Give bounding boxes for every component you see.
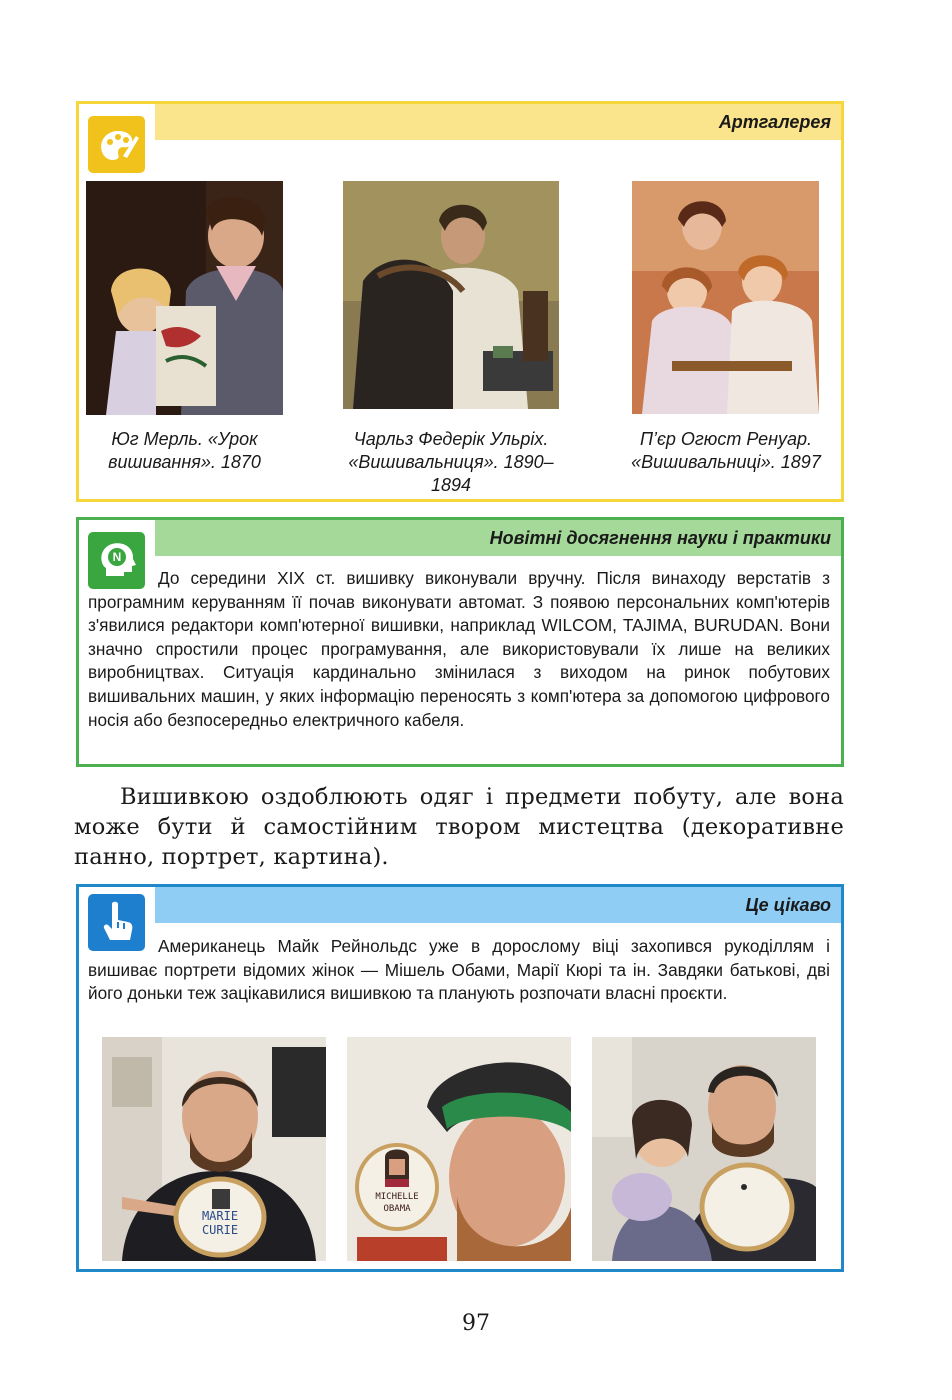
caption-renoir: П’єр Огюст Ренуар. «Вишивальниці». 1897 bbox=[631, 429, 821, 472]
page-number: 97 bbox=[462, 1311, 490, 1336]
art-gallery-header bbox=[155, 104, 841, 140]
interesting-text: Американець Майк Рейнольдс уже в дорослому віці захопився рукоділлям і вишиває портрети відомих жінок — Мішель Обами, Марії Кюрі та ін. Завдяки батькові, дві його доньки теж зацікавилися вишивкою та планують розпочати власні проєкти. bbox=[88, 936, 830, 1004]
painting-merle bbox=[86, 181, 283, 415]
science-header bbox=[155, 520, 841, 556]
hoop-text-marie: MARIE bbox=[201, 1209, 239, 1223]
palette-icon bbox=[88, 116, 145, 173]
hoop-text-obama: OBAMA bbox=[383, 1204, 411, 1214]
caption-merle: Юг Мерль. «Урок вишивання». 1870 bbox=[108, 429, 261, 472]
interesting-header bbox=[155, 887, 841, 923]
photo-michelle-obama-hoop bbox=[347, 1037, 571, 1261]
main-paragraph: Вишивкою оздоблюють одяг і предмети побуту, але вона може бути й самостійним твором мистецтва (декоративне панно, портрет, картина). bbox=[74, 784, 844, 870]
painting-renoir bbox=[632, 181, 819, 414]
photo-father-daughter-embroidery bbox=[592, 1037, 816, 1261]
hoop-text-curie: CURIE bbox=[201, 1223, 239, 1237]
painting-ulrich bbox=[343, 181, 559, 409]
svg-text:N: N bbox=[112, 550, 122, 564]
interesting-title: Це цікаво bbox=[745, 894, 831, 915]
hoop-text-michelle: MICHELLE bbox=[375, 1192, 419, 1202]
science-title: Новітні досягнення науки і практики bbox=[489, 527, 831, 548]
science-text: До середини XIX ст. вишивку виконували вручну. Після винаходу верстатів з програмним керуванням її почав виконувати автомат. З появою персональних комп'ютерів з'явилися редактори комп'ютерної вишивки, наприклад WILCOM, TAJIMA, BURUDAN. Вони значно спростили процес програмування, але використовували їх лише на великих виробництвах. Ситуація кардинально змінилася з виходом на ринок побутових вишивальних машин, у яких інформацію переносять з комп'ютера за допомогою цифрового носія або безпосередньо електричного кабеля. bbox=[88, 568, 830, 730]
photo-marie-curie-hoop bbox=[102, 1037, 326, 1261]
caption-ulrich: Чарльз Федерік Ульріх. «Вишивальниця». 1890–1894 bbox=[348, 429, 554, 495]
art-gallery-title: Артгалерея bbox=[718, 111, 831, 132]
